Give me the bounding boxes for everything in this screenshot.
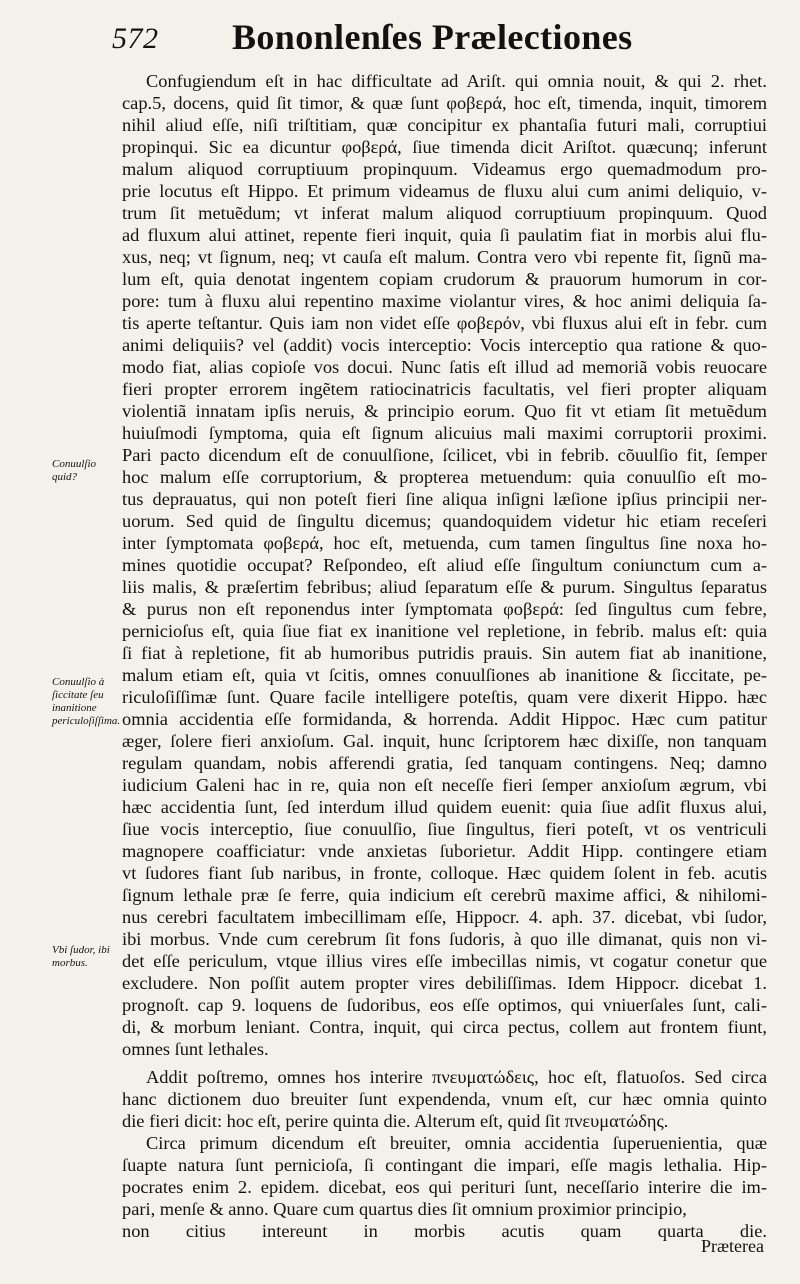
catchword: Præterea bbox=[701, 1236, 764, 1256]
text-line: xus, neq; vt ſignum, neq; vt cauſa eſt malum. Contra vero vbi repente fit, ſignũ ma- bbox=[122, 247, 767, 267]
text-line: trum ſit metuẽdum; vt inferat malum aliquod corruptiuum propinquum. Quod bbox=[122, 203, 767, 223]
text-line: cap.5, docens, quid ſit timor, & quæ ſunt φοβερά, hoc eſt, timenda, inquit, timorem bbox=[122, 93, 767, 113]
text-line: di, & morbum leniant. Contra, inquit, qui circa pectus, collem aut frontem fiunt, bbox=[122, 1017, 767, 1037]
text-line: fieri propter errorem ingẽtem ratiocinatricis facultatis, vel fieri propter aliquam bbox=[122, 379, 767, 399]
text-line: lum eſt, quia denotat ingentem copiam crudorum & prauorum humorum in cor- bbox=[122, 269, 767, 289]
text-line: ſi fiat à repletione, fit ab humoribus putridis prauis. Sin autem fiat ab inanitione, bbox=[122, 643, 767, 663]
text-line: Circa primum dicendum eſt breuiter, omnia accidentia ſuperuenientia, quæ bbox=[146, 1133, 767, 1153]
text-line: æger, ſolere fieri anxioſum. Gal. inquit, hunc ſcriptorem hæc dixiſſe, non tanquam bbox=[122, 731, 767, 751]
text-line: hanc dictionem duo breuiter ſunt expendenda, vnum eſt, cur hæc omnia quinto bbox=[122, 1089, 767, 1109]
text-line: ad fluxum alui attinet, repente fieri inquit, quia ſi paulatim fiat in morbis alui flu- bbox=[122, 225, 767, 245]
text-line: nus cerebri facultatem imbecillimam eſſe, Hippocr. 4. aph. 37. dicebat, vbi ſudor, bbox=[122, 907, 767, 927]
text-line: vt ſudores fiant ſub naribus, in fronte, colloque. Hæc quidem ſolent in feb. acutis bbox=[122, 863, 767, 883]
text-line: die fieri dicit: hoc eſt, perire quinta die. Alterum eſt, quid ſit πνευματώδης. bbox=[122, 1111, 669, 1131]
text-line: malum aliquod corruptiuum propinquum. Videamus ergo quemadmodum pro- bbox=[122, 159, 767, 179]
text-line: pari, menſe & anno. Quare cum quartus dies ſit omnium proximior principio, bbox=[122, 1199, 687, 1219]
text-line: tis aperte teſtantur. Quis iam non videt eſſe φοβερόν, vbi fluxus alui eſt in febr. cum bbox=[122, 313, 767, 333]
text-line: prognoſt. cap 9. loquens de ſudoribus, eos eſſe optimos, qui vniuerſales ſunt, cali- bbox=[122, 995, 767, 1015]
text-line: pore: tum à fluxu alui repentino maxime violantur vires, & hoc animi deliquia ſa- bbox=[122, 291, 767, 311]
text-line: modo fiat, alias copioſe vos docui. Nunc ſatis eſt illud ad memoriã vobis reuocare bbox=[122, 357, 767, 377]
text-line: propinqui. Sic ea dicuntur φοβερά, ſiue timenda dicit Ariſtot. quæcunq; inferunt bbox=[122, 137, 767, 157]
text-line: ſiue vocis interceptio, ſiue conuulſio, ſiue ſingultus, fieri poteſt, vt os ventriculi bbox=[122, 819, 767, 839]
text-line: Addit poſtremo, omnes hos interire πνευματώδεις, hoc eſt, flatuoſos. Sed circa bbox=[146, 1067, 767, 1087]
text-line: omnia accidentia eſſe formidanda, & horrenda. Addit Hippoc. Hæc cum patitur bbox=[122, 709, 767, 729]
text-line: tus deprauatus, qui non poteſt fieri ſine aliqua inſigni læſione ipſius principii ner- bbox=[122, 489, 767, 509]
text-line: riculoſiſſimæ ſunt. Quare facile intelligere poteſtis, quam vere dixerit Hippo. hæc bbox=[122, 687, 767, 707]
text-line: magnopere coafficiatur: vnde anxietas ſuborietur. Addit Hipp. contingere etiam bbox=[122, 841, 767, 861]
text-line: excludere. Non poſſit autem propter vires debiliſſimas. Idem Hippocr. dicebat 1. bbox=[122, 973, 767, 993]
text-line: malum etiam eſt, quia vt ſcitis, omnes conuulſiones ab inanitione & ſiccitate, pe- bbox=[122, 665, 767, 685]
text-line: huiuſmodi ſymptoma, quia eſt ſignum alicuius mali maximi corruptorii proximi. bbox=[122, 423, 767, 443]
text-line: ſuapte natura ſunt pernicioſa, ſi contingant die impari, eſſe magis lethalia. Hip- bbox=[122, 1155, 767, 1175]
text-line: pocrates enim 2. epidem. dicebat, eos qui perituri ſunt, neceſſario interire die im- bbox=[122, 1177, 767, 1197]
text-line: ſignum lethale præ ſe ferre, quia indicium eſt cerebrũ maxime affici, & nihilomi- bbox=[122, 885, 767, 905]
text-line: Pari pacto dicendum eſt de conuulſione, ſcilicet, vbi in febrib. cõuulſio fit, ſemper bbox=[122, 445, 767, 465]
text-line: inter ſymptomata φοβερά, hoc eſt, metuenda, cum tamen ſingultus ſine noxa ho- bbox=[122, 533, 767, 553]
text-line: Confugiendum eſt in hac difficultate ad Ariſt. qui omnia nouit, & qui 2. rhet. bbox=[146, 71, 767, 91]
text-line: ibi morbus. Vnde cum cerebrum ſit fons ſudoris, à quo ille dimanat, quis non vi- bbox=[122, 929, 767, 949]
text-line: pernicioſus eſt, quia ſiue fiat ex inanitione vel repletione, in febrib. malus eſt: quia bbox=[122, 621, 767, 641]
text-line: & purus non eſt reponendus inter ſymptomata φοβερά: ſed ſingultus cum febre, bbox=[122, 599, 767, 619]
text-line: animi deliquiis? vel (addit) vocis interceptio: Vocis interceptio qua ratione & quo- bbox=[122, 335, 767, 355]
body-text bbox=[122, 70, 767, 1242]
text-line: violentiã innatam ipſis neruis, & principio eorum. Quo fit vt etiam ſit metuẽdum bbox=[122, 401, 767, 421]
margin-note-ubi-sudor: Vbi ſudor, ibi morbus. bbox=[52, 944, 110, 969]
running-head: Bononlenſes Prælectiones bbox=[232, 17, 633, 57]
text-line: hæc accidentia ſunt, ſed interdum illud quidem euenit: quia ſiue adſit fluxus alui, bbox=[122, 797, 767, 817]
margin-note-convulsion-siccitate: Conuulſio à ſiccitate ſeu inanitione periculoſiſſima. bbox=[52, 676, 121, 727]
text-line: liis malis, & præſertim febribus; aliud ſeparatum eſſe & purum. Singultus ſeparatus bbox=[122, 577, 767, 597]
page-number: 572 bbox=[112, 22, 159, 55]
text-line: hoc malum eſſe corruptorium, & propterea metuendum: quia conuulſio eſt mo- bbox=[122, 467, 767, 487]
text-line: mines quotidie occupat? Reſpondeo, eſt aliud eſſe ſingultum coniunctum cum a- bbox=[122, 555, 767, 575]
text-line: det eſſe periculum, vtque illius vires eſſe imbecillas nimis, vt cogatur conetur que bbox=[122, 951, 767, 971]
margin-note-convulsion-quid: Conuulſio quid? bbox=[52, 458, 97, 483]
text-line: prie locutus eſt Hippo. Et primum videamus de fluxu alui cum animi deliquio, v- bbox=[122, 181, 767, 201]
text-line: nihil aliud eſſe, niſi triſtitiam, quæ concipitur ex phantaſia futuri mali, corruptiui bbox=[122, 115, 767, 135]
text-line: uorum. Sed quid de ſingultu dicemus; quandoquidem videtur hic etiam receſeri bbox=[122, 511, 767, 531]
text-line: regulam quandam, nobis afferendi gratia, ſed tanquam contingens. Neq; damno bbox=[122, 753, 767, 773]
text-line: iudicium Galeni hac in re, quia non eſt neceſſe fieri ſemper anxioſum ægrum, vbi bbox=[122, 775, 767, 795]
text-line: omnes ſunt lethales. bbox=[122, 1039, 269, 1059]
text-line: non citius intereunt in morbis acutis quam quarta die. bbox=[122, 1221, 767, 1241]
